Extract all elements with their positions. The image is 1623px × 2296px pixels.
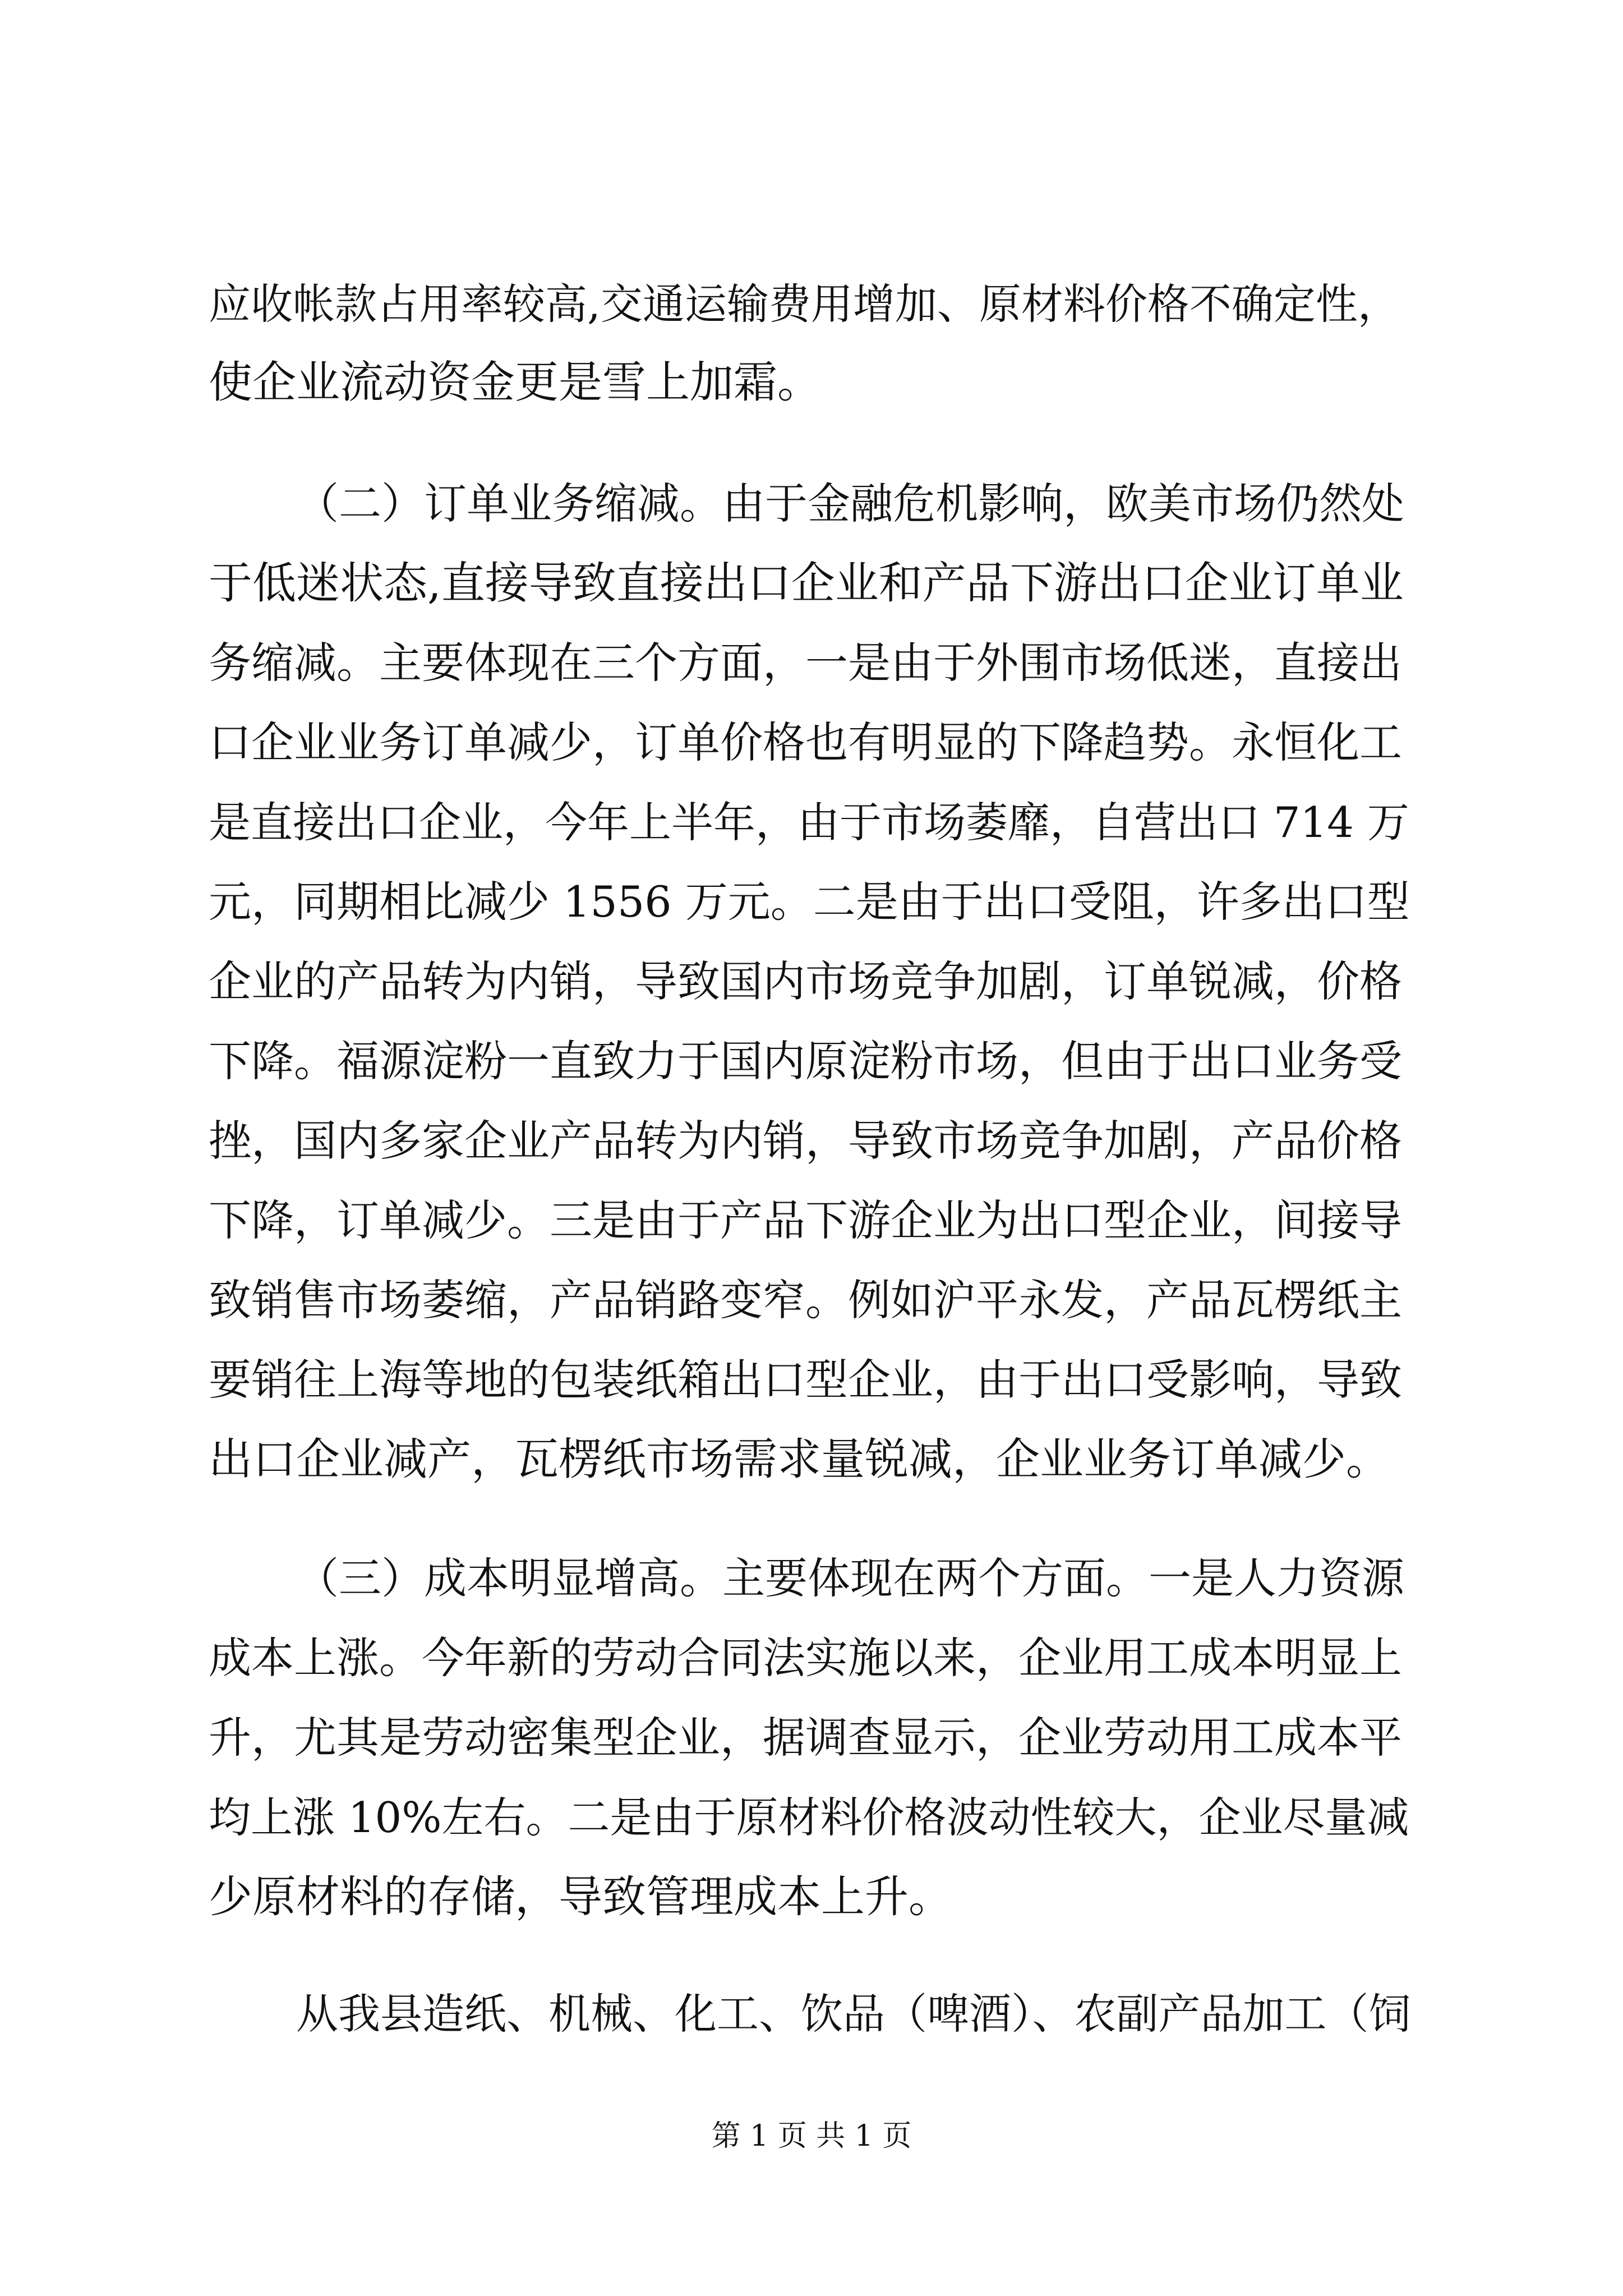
text-line: 于低迷状态,直接导致直接出口企业和产品下游出口企业订单业	[209, 558, 1404, 609]
text-line: 务缩减。主要体现在三个方面，一是由于外围市场低迷，直接出	[209, 638, 1402, 688]
page-number: 第 1 页 共 1 页	[711, 2119, 912, 2153]
text-line: 下降，订单减少。三是由于产品下游企业为出口型企业，间接导	[209, 1195, 1402, 1245]
text-line: 使企业流动资金更是雪上加霜。	[209, 357, 822, 408]
text-line: 出口企业减产，瓦楞纸市场需求量锐减，企业业务订单减少。	[209, 1434, 1390, 1485]
text-line: 从我县造纸、机械、化工、饮品（啤酒）、农副产品加工（饲	[296, 1989, 1411, 2039]
text-line: 挫，国内多家企业产品转为内销，导致市场竞争加剧，产品价格	[209, 1116, 1402, 1166]
text-line: 均上涨 10%左右。二是由于原材料价格波动性较大，企业尽量减	[209, 1793, 1409, 1842]
text-line: 企业的产品转为内销，导致国内市场竞争加剧，订单锐减，价格	[209, 956, 1402, 1006]
text-line: （二）订单业务缩减。由于金融危机影响，欧美市场仍然处	[296, 478, 1404, 528]
text-line: 下降。福源淀粉一直致力于国内原淀粉市场，但由于出口业务受	[209, 1036, 1402, 1086]
text-line: 是直接出口企业，今年上半年，由于市场萎靡，自营出口 714 万	[209, 798, 1409, 847]
text-line: （三）成本明显增高。主要体现在两个方面。一是人力资源	[296, 1553, 1404, 1603]
text-line: 应收帐款占用率较高,交通运输费用增加、原材料价格不确定性，	[209, 279, 1400, 329]
text-line: 元，同期相比减少 1556 万元。二是由于出口受阻，许多出口型	[209, 877, 1410, 927]
text-line: 致销售市场萎缩，产品销路变窄。例如沪平永发，产品瓦楞纸主	[209, 1275, 1402, 1325]
text-line: 成本上涨。今年新的劳动合同法实施以来，企业用工成本明显上	[209, 1633, 1402, 1683]
text-line: 少原材料的存储，导致管理成本上升。	[209, 1872, 953, 1922]
text-line: 口企业业务订单减少，订单价格也有明显的下降趋势。永恒化工	[209, 717, 1402, 767]
text-line: 要销往上海等地的包装纸箱出口型企业，由于出口受影响，导致	[209, 1355, 1402, 1405]
text-line: 升，尤其是劳动密集型企业，据调查显示，企业劳动用工成本平	[209, 1713, 1402, 1763]
